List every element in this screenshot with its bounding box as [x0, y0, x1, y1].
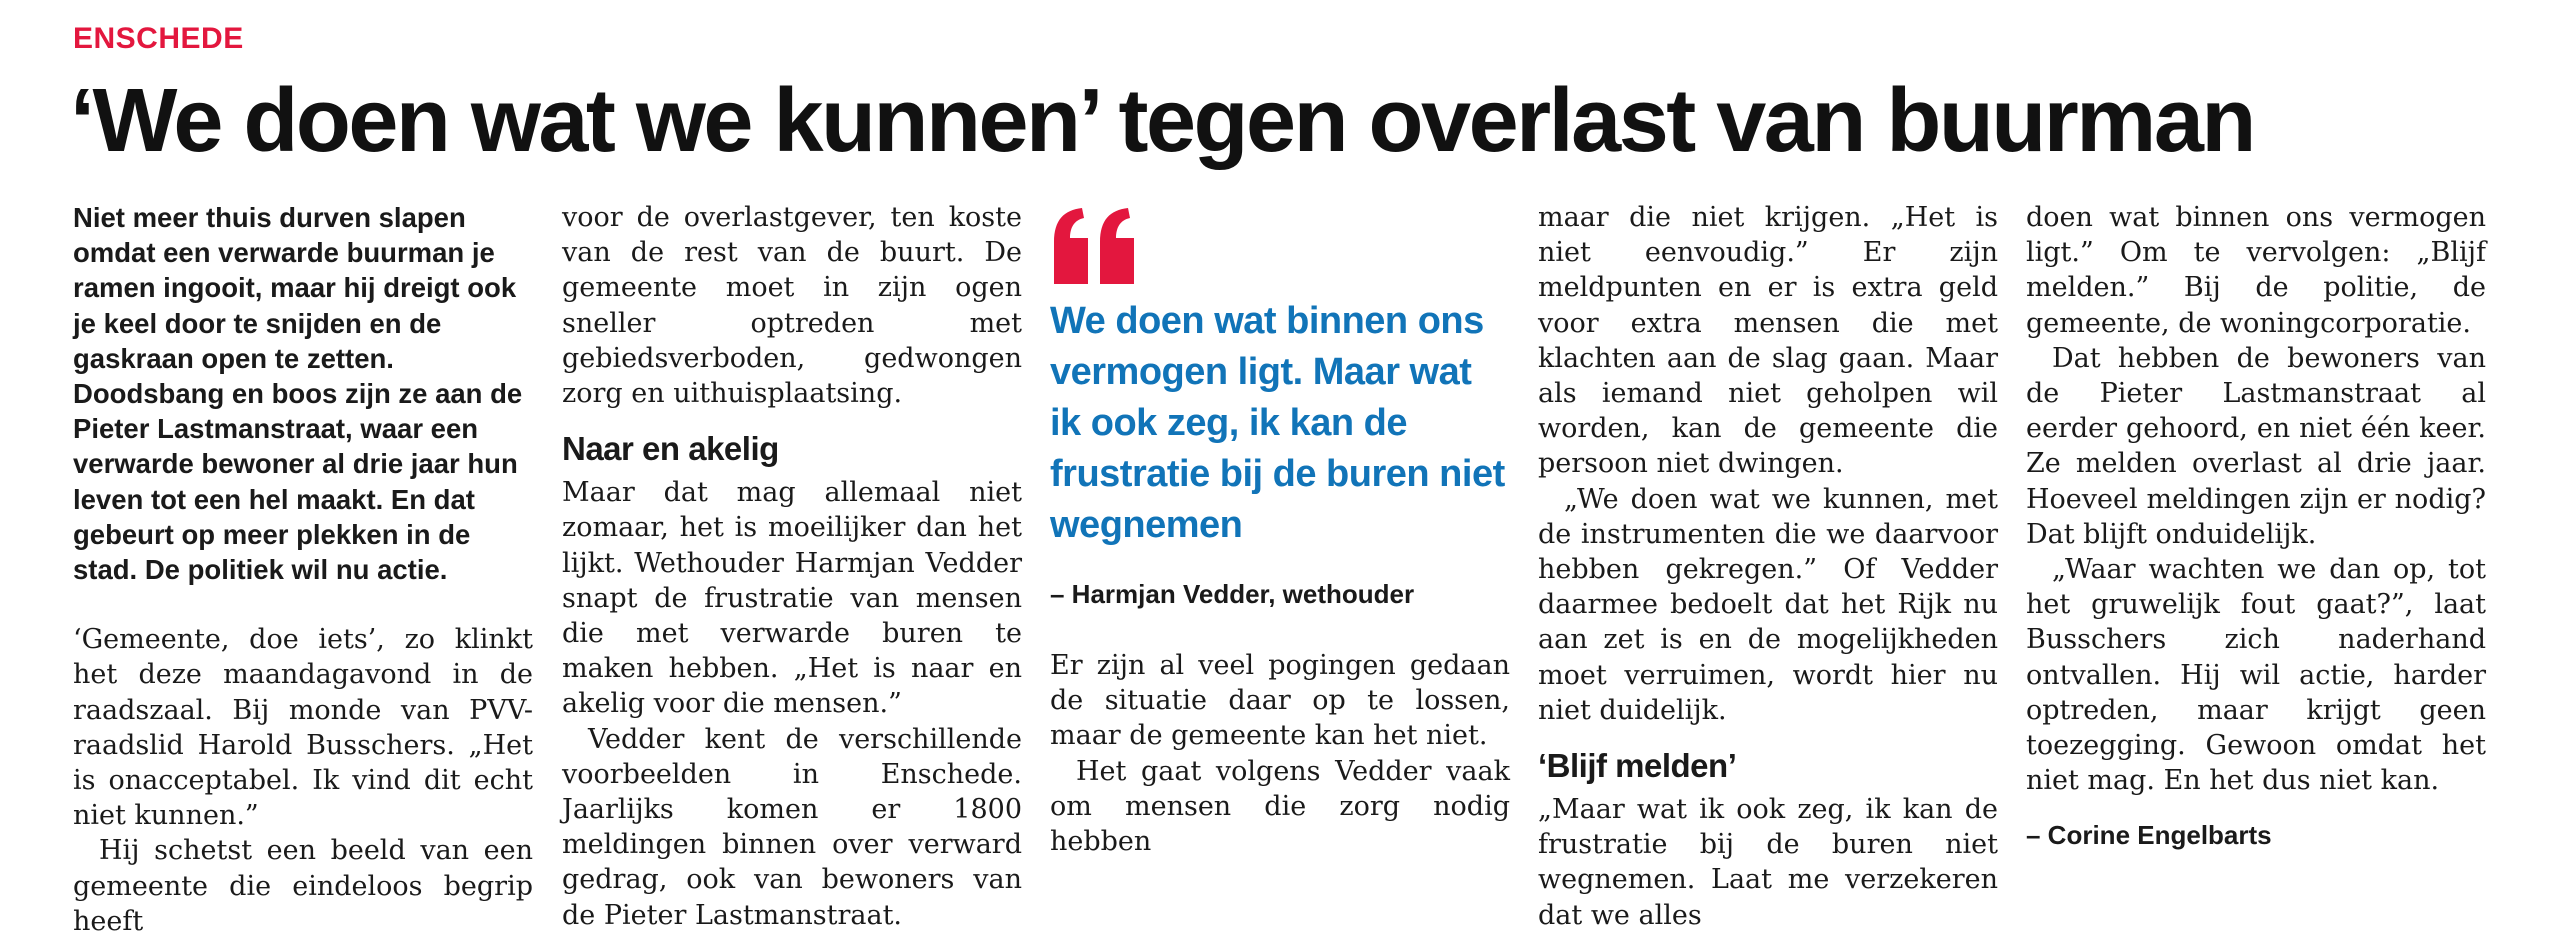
column-1	[73, 200, 533, 939]
quotation-mark-icon	[1050, 208, 1150, 286]
column-5	[2026, 200, 2486, 853]
article-headline: ‘We doen wat we kunnen’ tegen overlast van buurman	[70, 71, 2254, 171]
paragraph: Er zijn al veel pogingen gedaan de situatie daar op te lossen, maar de gemeente kan het niet.	[1050, 650, 1510, 752]
column-2	[562, 200, 1022, 933]
subheading-naar-en-akelig: Naar en akelig	[562, 430, 779, 468]
article-lead: Niet meer thuis durven slapen omdat een verwarde buurman je ramen ingooit, maar hij dreigt ook je keel door te snijden en de gaskraan open te zetten. Doodsbang en boos zijn ze aan de Pieter Lastmanstraat, waar een verwarde bewoner al drie jaar hun leven tot een hel maakt. En dat gebeurt op meer plekken in de stad. De politiek wil nu actie.	[73, 202, 523, 586]
column-4	[1538, 200, 1998, 933]
quote-attribution: – Harmjan Vedder, wethouder	[1050, 579, 1415, 609]
paragraph: ‘Gemeente, doe iets’, zo klinkt het deze maandagavond in de raadszaal. Bij monde van PVV-raadslid Harold Busschers. „Het is onacceptabel. Ik vind dit echt niet kunnen.”	[73, 624, 533, 832]
paragraph: Vedder kent de verschillende voorbeelden in Enschede. Jaarlijks komen er 1800 meldingen binnen over verward gedrag, ook van bewoners van de Pieter Lastmanstraat.	[562, 723, 1022, 931]
paragraph: maar die niet krijgen. „Het is niet eenvoudig.” Er zijn meldpunten en er is extra geld voor extra mensen die met klachten aan de slag gaan. Maar als iemand niet geholpen wil worden, kan de gemeente die persoon niet dwingen.	[1538, 202, 1998, 480]
section-kicker: ENSCHEDE	[73, 22, 244, 55]
paragraph: doen wat binnen ons vermogen ligt.” Om te vervolgen: „Blijf melden.” Bij de politie, de gemeente, de woningcorporatie.	[2026, 202, 2486, 339]
paragraph: voor de overlastgever, ten koste van de rest van de buurt. De gemeente moet in zijn ogen sneller optreden met gebiedsverboden, gedwongen zorg en uithuisplaatsing.	[562, 202, 1022, 410]
author-byline: – Corine Engelbarts	[2026, 820, 2272, 851]
paragraph: Het gaat volgens Vedder vaak om mensen die zorg nodig hebben	[1050, 755, 1510, 858]
pull-quote: We doen wat binnen ons vermogen ligt. Maar wat ik ook zeg, ik kan de frustratie bij de buren niet wegnemen	[1050, 300, 1505, 546]
paragraph: Maar dat mag allemaal niet zomaar, het is moeilijker dan het lijkt. Wethouder Harmjan Vedder snapt de frustratie van mensen die met verwarde buren te maken hebben. „Het is naar en akelig voor die mensen.”	[562, 477, 1022, 720]
paragraph: „Maar wat ik ook zeg, ik kan de frustratie bij de buren niet wegnemen. Laat me verzekeren dat we alles	[1538, 794, 1998, 931]
paragraph: Hij schetst een beeld van een gemeente die eindeloos begrip heeft	[73, 835, 533, 937]
paragraph: „Waar wachten we dan op, tot het gruwelijk fout gaat?”, laat Busschers zich naderhand ontvallen. Hij wil actie, harder optreden, maar krijgt geen toezegging. Gewoon omdat het niet mag. En het dus niet kan.	[2026, 554, 2486, 797]
column-3	[1050, 200, 1510, 859]
paragraph: „We doen wat we kunnen, met de instrumenten die we daarvoor hebben gekregen.” Of Vedder daarmee bedoelt dat het Rijk nu aan zet is en de mogelijkheden moet verruimen, wordt hier nu niet duidelijk.	[1538, 483, 1998, 726]
paragraph: Dat hebben de bewoners van de Pieter Lastmanstraat al eerder gehoord, en niet één keer. Ze melden overlast al drie jaar. Hoeveel meldingen zijn er nodig? Dat blijft onduidelijk.	[2026, 342, 2486, 550]
subheading-blijf-melden: ‘Blijf melden’	[1538, 747, 1737, 785]
